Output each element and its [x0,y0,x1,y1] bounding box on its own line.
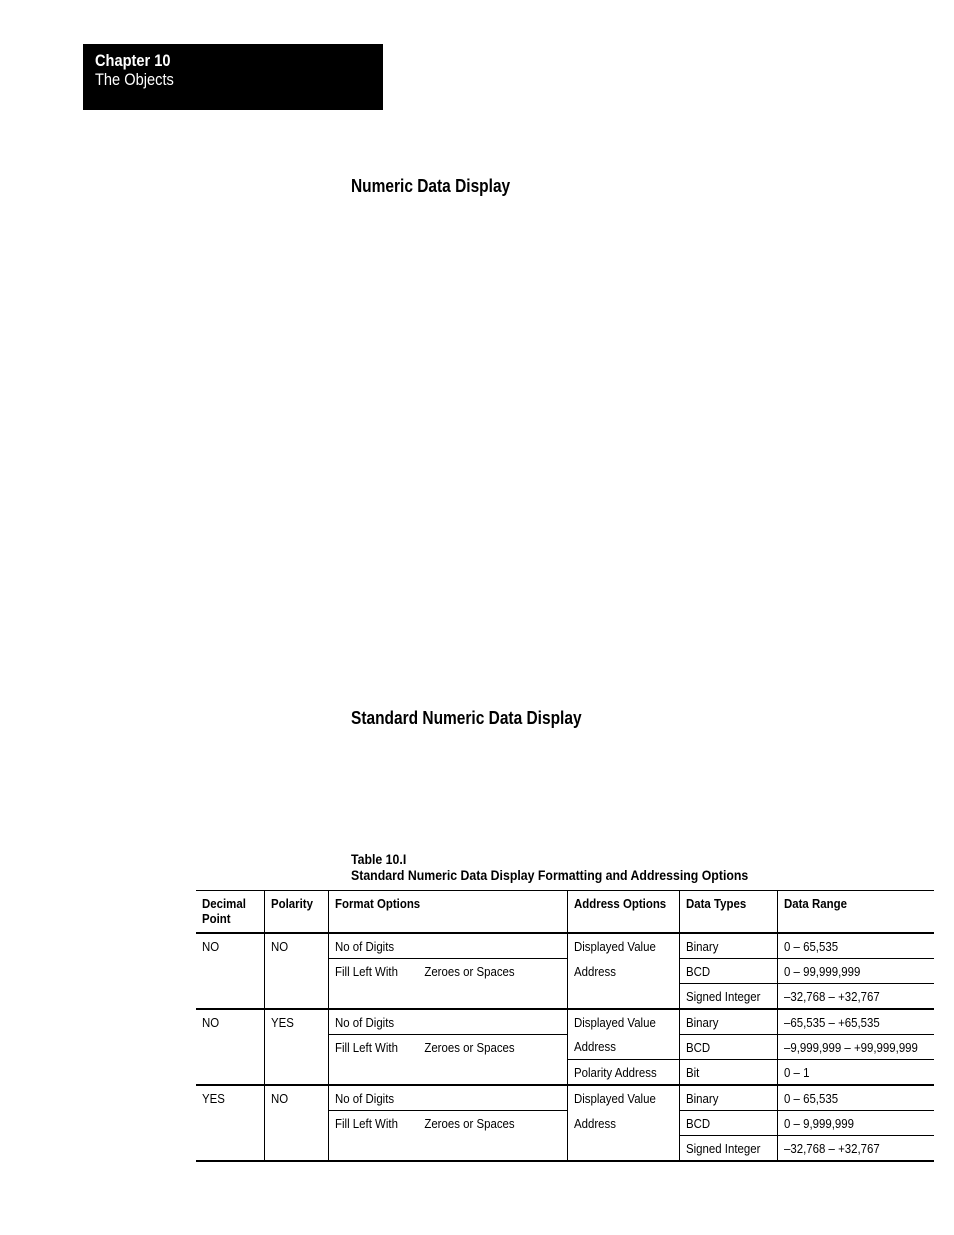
format-cell: Fill Left With Zeroes or Spaces [328,959,567,984]
chapter-number: Chapter 10 [95,51,171,70]
table-row [196,1136,934,1162]
range-cell: 0 – 65,535 [777,1085,934,1111]
section-heading-numeric: Numeric Data Display [351,176,511,196]
polarity-cell: NO [264,933,328,959]
table-row [196,1009,934,1035]
format-cell: No of Digits [328,1085,567,1111]
format-cell: No of Digits [328,933,567,959]
address-cell [567,984,679,1010]
polarity-cell: NO [264,1085,328,1111]
type-cell: Binary [679,1085,777,1111]
chapter-header [83,44,383,110]
type-cell: Bit [679,1060,777,1086]
type-cell: BCD [679,1035,777,1060]
address-cell: Polarity Address [567,1060,679,1086]
header-decimal-point: Decimal Point [196,891,264,934]
type-cell: Binary [679,933,777,959]
table-row [196,933,934,959]
type-cell: BCD [679,959,777,984]
options-table [196,890,934,1162]
type-cell: BCD [679,1111,777,1136]
table-caption [351,851,748,883]
range-cell: 0 – 99,999,999 [777,959,934,984]
range-cell: –32,768 – +32,767 [777,984,934,1010]
table-row [196,1060,934,1086]
table-title: Standard Numeric Data Display Formatting and Addressing Options [351,867,749,883]
range-cell: 0 – 9,999,999 [777,1111,934,1136]
format-cell: No of Digits [328,1009,567,1035]
address-cell: Address [567,1035,679,1060]
range-cell: 0 – 1 [777,1060,934,1086]
type-cell: Binary [679,1009,777,1035]
address-cell [567,1136,679,1162]
format-cell: Fill Left With Zeroes or Spaces [328,1035,567,1060]
address-cell: Displayed Value [567,1085,679,1111]
header-polarity: Polarity [264,891,328,934]
decimal-point-cell: NO [202,938,220,954]
address-cell: Displayed Value [567,1009,679,1035]
polarity-cell: YES [264,1009,328,1035]
table-row [196,959,934,984]
table-number: Table 10.I [351,851,407,867]
table-row [196,1035,934,1060]
header-data-range: Data Range [777,891,934,934]
address-cell: Address [567,959,679,984]
format-cell: Fill Left With Zeroes or Spaces [328,1111,567,1136]
range-cell: –65,535 – +65,535 [777,1009,934,1035]
table-header-row [196,891,934,934]
type-cell: Signed Integer [679,984,777,1010]
decimal-point-cell: YES [202,1090,225,1106]
table-row [196,1085,934,1111]
range-cell: –9,999,999 – +99,999,999 [777,1035,934,1060]
type-cell: Signed Integer [679,1136,777,1162]
header-data-types: Data Types [679,891,777,934]
address-cell: Address [567,1111,679,1136]
range-cell: –32,768 – +32,767 [777,1136,934,1162]
range-cell: 0 – 65,535 [777,933,934,959]
table-row [196,1111,934,1136]
section-heading-standard: Standard Numeric Data Display [351,708,582,728]
chapter-title: The Objects [95,70,174,89]
header-address-options: Address Options [567,891,679,934]
address-cell: Displayed Value [567,933,679,959]
header-format-options: Format Options [328,891,567,934]
decimal-point-cell: NO [202,1014,220,1030]
table-row [196,984,934,1010]
